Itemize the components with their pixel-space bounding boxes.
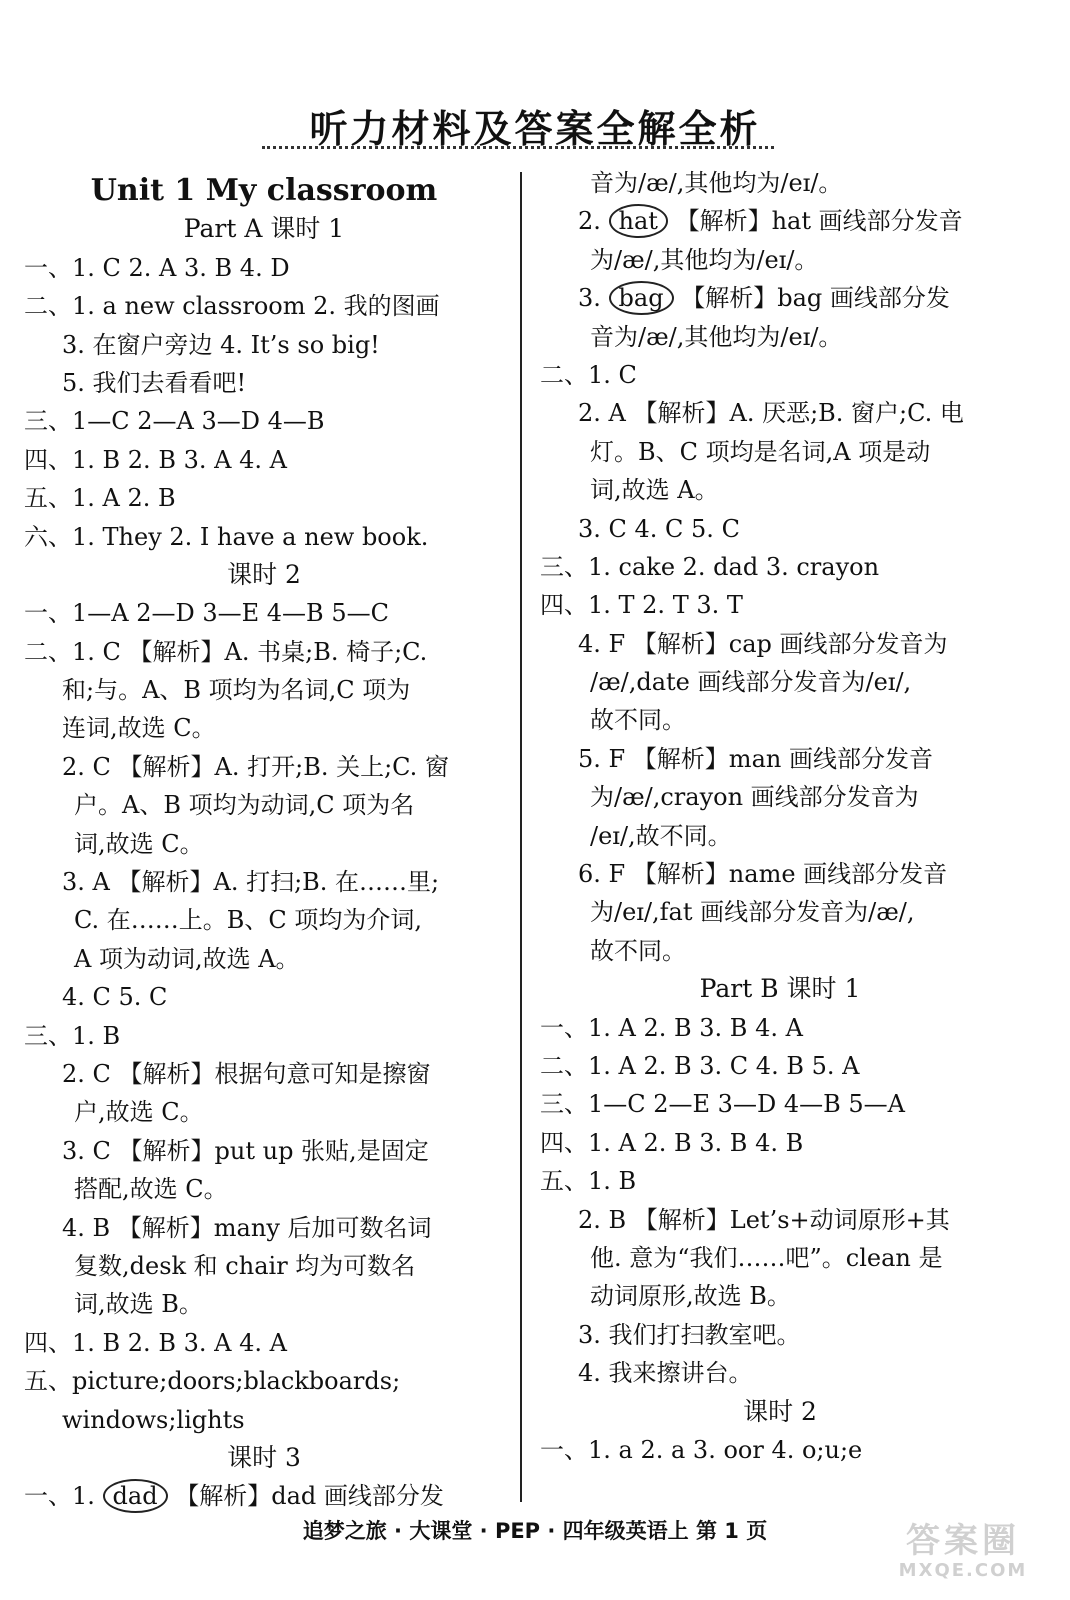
answer-line	[24, 1401, 504, 1439]
answer-line	[540, 164, 1020, 202]
answer-line	[540, 202, 1020, 240]
answer-line	[24, 671, 504, 709]
answer-text: 二、1. a new classroom 2. 我的图画	[24, 292, 440, 321]
answer-line	[540, 1047, 1020, 1085]
answer-text: 4. C 5. C	[62, 983, 168, 1012]
answer-line	[24, 786, 504, 824]
answer-text: 一、1. C 2. A 3. B 4. D	[24, 253, 290, 282]
right-column	[540, 164, 1020, 1469]
answer-text: 课时 2	[743, 1396, 817, 1426]
page-title: 听力材料及答案全解全析	[309, 107, 761, 151]
answer-text: 音为/æ/,其他均为/eɪ/。	[590, 169, 843, 197]
answer-text: 搭配,故选 C。	[74, 1175, 228, 1204]
answer-line	[24, 1247, 504, 1285]
answer-text: 二、1. A 2. B 3. C 4. B 5. A	[540, 1051, 860, 1080]
answer-line	[24, 940, 504, 978]
answer-line	[540, 1124, 1020, 1162]
answer-text: 3. 我们打扫教室吧。	[578, 1320, 801, 1349]
answer-text: 6. F 【解析】name 画线部分发音	[578, 860, 948, 889]
answer-text: 户,故选 C。	[74, 1098, 204, 1127]
answer-line	[540, 586, 1020, 624]
answer-prefix: 3.	[578, 284, 609, 313]
answer-text: 和;与。A、B 项均为名词,C 项为	[62, 676, 411, 705]
answer-line	[24, 1055, 504, 1093]
answer-line	[24, 1132, 504, 1170]
answer-line	[540, 625, 1020, 663]
answer-text: 复数,desk 和 chair 均为可数名	[74, 1251, 416, 1280]
answer-text: 六、1. They 2. I have a new book.	[24, 522, 429, 551]
answer-text: 三、1—C 2—E 3—D 4—B 5—A	[540, 1090, 905, 1119]
answer-line	[540, 1277, 1020, 1315]
page-footer: 追梦之旅 · 大课堂 · PEP · 四年级英语上 第 1 页	[302, 1519, 768, 1543]
answer-line	[540, 855, 1020, 893]
answer-text: 词,故选 A。	[590, 476, 719, 505]
section-heading	[24, 556, 504, 594]
answer-text: 动词原形,故选 B。	[590, 1282, 791, 1311]
answer-line	[540, 778, 1020, 816]
answer-line	[24, 901, 504, 939]
answer-line	[540, 318, 1020, 356]
answer-line	[540, 1085, 1020, 1123]
answer-line	[540, 740, 1020, 778]
answer-line	[24, 326, 504, 364]
answer-line	[540, 241, 1020, 279]
answer-text: 四、1. B 2. B 3. A 4. A	[24, 445, 287, 474]
title-dotted-rule	[262, 146, 774, 149]
answer-line	[24, 249, 504, 287]
answer-text: 3. C 4. C 5. C	[578, 514, 740, 543]
answer-text: 三、1—C 2—A 3—D 4—B	[24, 407, 325, 436]
answer-text: 2. B 【解析】Let’s+动词原形+其	[578, 1205, 950, 1234]
answer-line	[540, 394, 1020, 432]
answer-line	[540, 510, 1020, 548]
answer-text: 2. C 【解析】A. 打开;B. 关上;C. 窗	[62, 752, 449, 781]
circled-answer: dad	[103, 1479, 168, 1513]
answer-text: 三、1. B	[24, 1021, 121, 1050]
answer-text: 连词,故选 C。	[62, 714, 216, 743]
answer-line	[24, 1017, 504, 1055]
answer-text: 词,故选 C。	[74, 829, 204, 858]
answer-prefix: 2.	[578, 207, 609, 236]
answer-text: windows;lights	[62, 1405, 245, 1434]
watermark-logo	[878, 1522, 1048, 1586]
answer-text: 4. F 【解析】cap 画线部分发音为	[578, 629, 948, 658]
answer-line	[540, 548, 1020, 586]
answer-line	[24, 1170, 504, 1208]
answer-text: C. 在……上。B、C 项均为介词,	[74, 906, 423, 935]
answer-text: 为/eɪ/,fat 画线部分发音为/æ/,	[590, 898, 915, 927]
watermark-url: MXQE.COM	[898, 1560, 1028, 1581]
answer-line	[540, 663, 1020, 701]
answer-text: 灯。B、C 项均是名词,A 项是动	[590, 437, 931, 466]
column-divider	[520, 172, 522, 1502]
answer-text: 【解析】bag 画线部分发	[673, 284, 950, 313]
answer-text: Part A 课时 1	[183, 214, 345, 244]
section-heading	[540, 1393, 1020, 1431]
answer-line	[540, 817, 1020, 855]
answer-text: 4. B 【解析】many 后加可数名词	[62, 1213, 432, 1242]
answer-text: 二、1. C	[540, 360, 637, 389]
answer-line	[540, 932, 1020, 970]
answer-text: 5. 我们去看看吧!	[62, 368, 247, 397]
answer-text: 五、1. B	[540, 1167, 637, 1196]
answer-line	[24, 1324, 504, 1362]
answer-text: 四、1. A 2. B 3. B 4. B	[540, 1128, 804, 1157]
answer-line	[540, 1431, 1020, 1469]
answer-line	[540, 1316, 1020, 1354]
answer-line	[540, 433, 1020, 471]
answer-line	[24, 1285, 504, 1323]
answer-text: /æ/,date 画线部分发音为/eɪ/,	[590, 668, 912, 697]
answer-text: 【解析】dad 画线部分发	[167, 1482, 444, 1511]
answer-line	[540, 1162, 1020, 1200]
answer-text: 五、picture;doors;blackboards;	[24, 1367, 401, 1396]
answer-line	[24, 594, 504, 632]
answer-text: 课时 2	[227, 559, 301, 589]
answer-line	[24, 1477, 504, 1515]
answer-line	[24, 825, 504, 863]
answer-line	[24, 978, 504, 1016]
answer-text: 为/æ/,crayon 画线部分发音为	[590, 783, 919, 812]
answer-text: 五、1. A 2. B	[24, 484, 176, 513]
answer-text: 四、1. B 2. B 3. A 4. A	[24, 1328, 287, 1357]
answer-text: 词,故选 B。	[74, 1290, 203, 1319]
watermark-text: 答案圈	[906, 1521, 1020, 1561]
unit-heading	[24, 172, 504, 210]
answer-line	[24, 402, 504, 440]
answer-line	[540, 471, 1020, 509]
circled-answer: bag	[609, 281, 674, 315]
answer-line	[540, 356, 1020, 394]
answer-line	[24, 287, 504, 325]
answer-line	[24, 709, 504, 747]
answer-text: 5. F 【解析】man 画线部分发音	[578, 744, 933, 773]
answer-text: Unit 1 My classroom	[90, 173, 438, 208]
section-heading	[24, 210, 504, 248]
answer-line	[24, 1209, 504, 1247]
answer-line	[24, 479, 504, 517]
answer-line	[540, 279, 1020, 317]
answer-text: 4. 我来擦讲台。	[578, 1359, 753, 1388]
answer-text: 二、1. C 【解析】A. 书桌;B. 椅子;C.	[24, 637, 428, 666]
answer-line	[24, 863, 504, 901]
section-heading	[540, 970, 1020, 1008]
answer-line	[24, 1362, 504, 1400]
answer-text: 他. 意为“我们……吧”。clean 是	[590, 1243, 943, 1272]
answer-line	[24, 364, 504, 402]
answer-text: 3. A 【解析】A. 打扫;B. 在……里;	[62, 868, 440, 897]
answer-text: 2. A 【解析】A. 厌恶;B. 窗户;C. 电	[578, 399, 964, 428]
answer-text: 三、1. cake 2. dad 3. crayon	[540, 552, 880, 581]
answer-text: 3. 在窗户旁边 4. It’s so big!	[62, 330, 380, 359]
answer-text: 四、1. T 2. T 3. T	[540, 591, 743, 620]
answer-text: 一、1—A 2—D 3—E 4—B 5—C	[24, 599, 389, 628]
section-heading	[24, 1439, 504, 1477]
answer-line	[540, 701, 1020, 739]
answer-text: Part B 课时 1	[699, 974, 861, 1004]
answer-line	[24, 748, 504, 786]
answer-line	[540, 893, 1020, 931]
answer-text: 音为/æ/,其他均为/eɪ/。	[590, 322, 843, 351]
answer-text: 为/æ/,其他均为/eɪ/。	[590, 245, 819, 274]
answer-line	[540, 1239, 1020, 1277]
answer-text: A 项为动词,故选 A。	[74, 944, 300, 973]
answer-prefix: 一、1.	[24, 1482, 103, 1511]
answer-line	[540, 1354, 1020, 1392]
circled-answer: hat	[609, 204, 668, 238]
answer-line	[540, 1009, 1020, 1047]
answer-text: 课时 3	[227, 1442, 301, 1472]
answer-line	[24, 633, 504, 671]
answer-line	[540, 1201, 1020, 1239]
answer-line	[24, 441, 504, 479]
answer-text: 户。A、B 项均为动词,C 项为名	[74, 791, 415, 820]
answer-text: 故不同。	[590, 936, 686, 965]
answer-text: 故不同。	[590, 706, 686, 735]
answer-text: 2. C 【解析】根据句意可知是擦窗	[62, 1059, 431, 1088]
left-column	[24, 172, 504, 1516]
answer-text: /eɪ/,故不同。	[590, 821, 732, 850]
answer-text: 一、1. A 2. B 3. B 4. A	[540, 1013, 803, 1042]
answer-line	[24, 518, 504, 556]
answer-line	[24, 1093, 504, 1131]
answer-text: 【解析】hat 画线部分发音	[667, 207, 963, 236]
answer-text: 3. C 【解析】put up 张贴,是固定	[62, 1136, 429, 1165]
answer-text: 一、1. a 2. a 3. oor 4. o;u;e	[540, 1435, 863, 1464]
